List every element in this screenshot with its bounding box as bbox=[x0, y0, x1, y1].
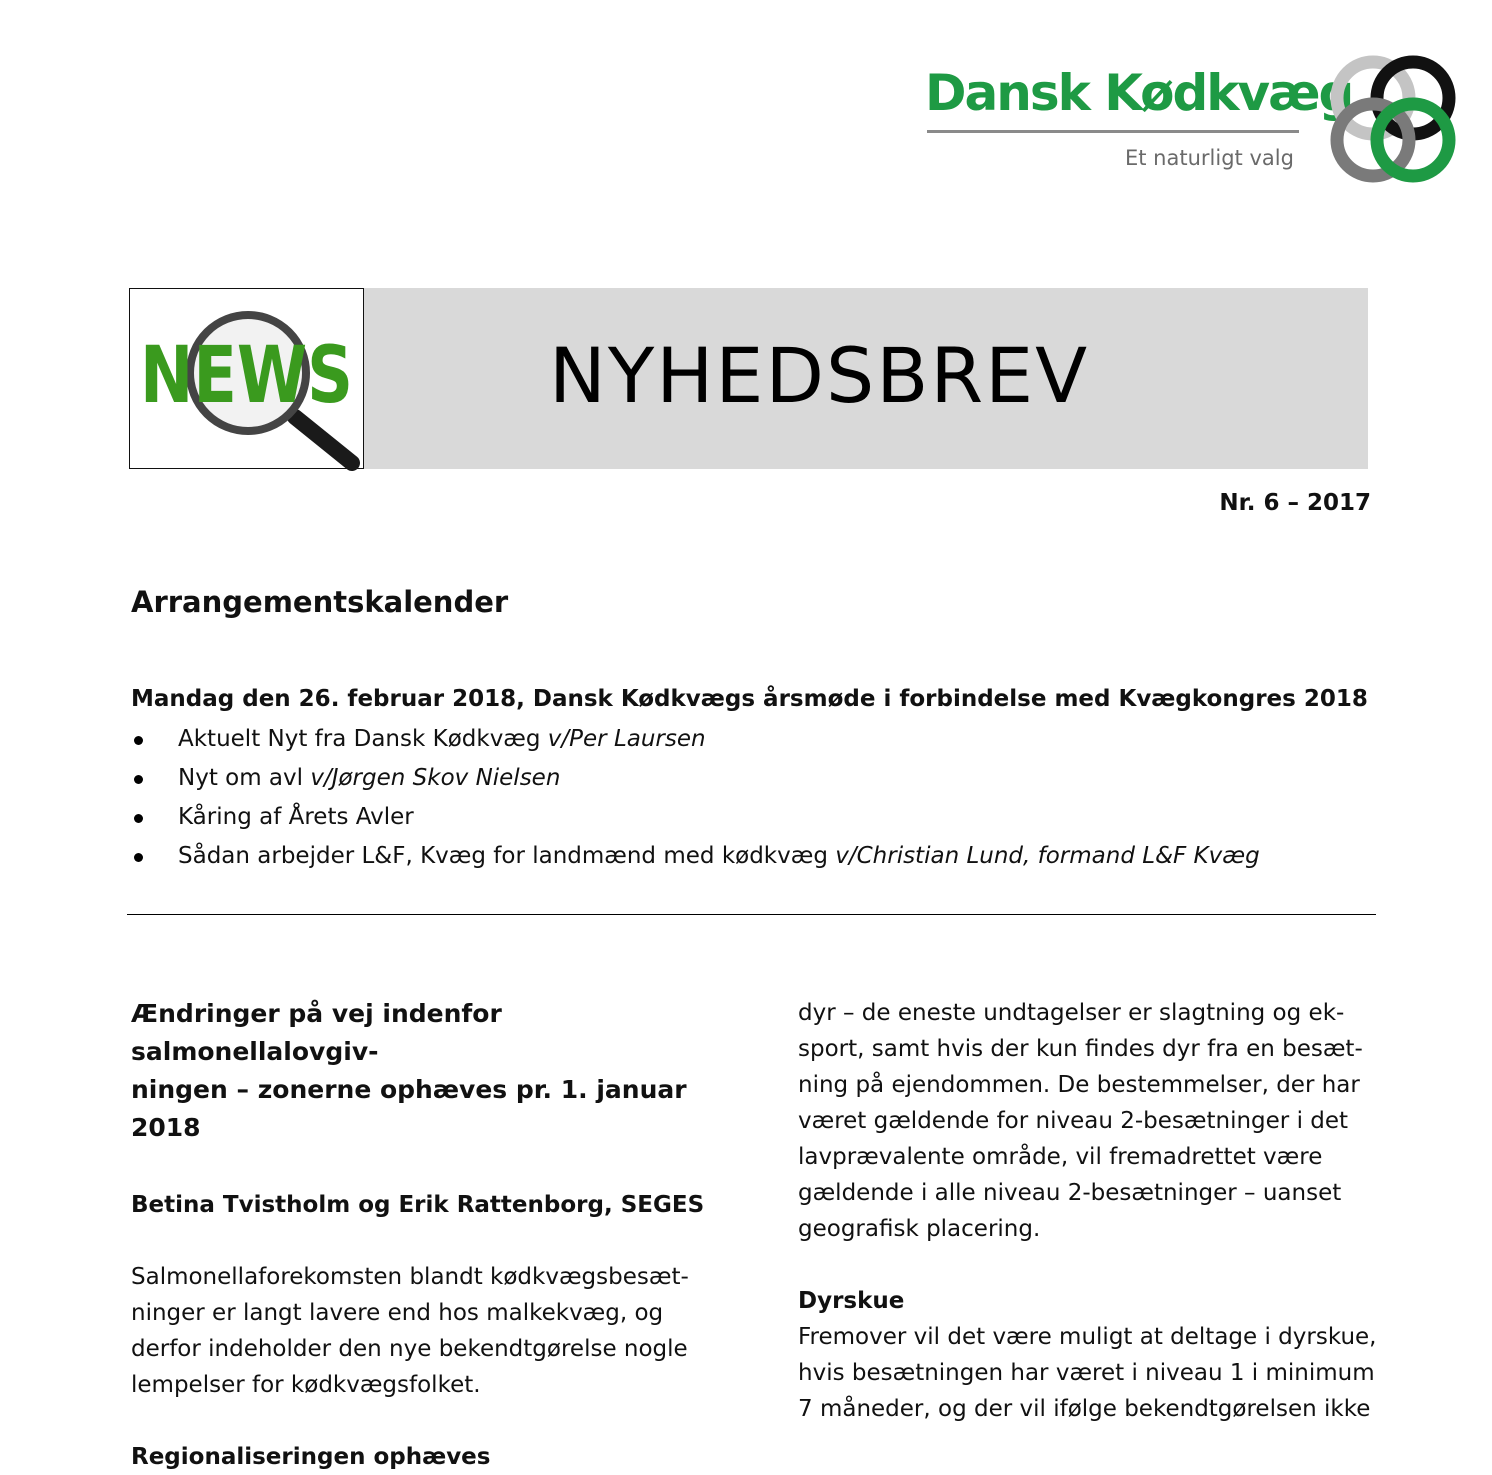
list-item bbox=[131, 759, 1260, 798]
section-divider bbox=[127, 914, 1376, 915]
text-line: lempelser for kødkvægsfolket. bbox=[131, 1372, 481, 1398]
brand-tagline: Et naturligt valg bbox=[1125, 146, 1294, 170]
newsletter-title: NYHEDSBREV bbox=[549, 331, 1090, 420]
text-line: dyr – de eneste undtagelser er slagtning og ek- bbox=[798, 1000, 1345, 1026]
text-line: 7 måneder, og der vil ifølge bekendtgørelsen ikke bbox=[798, 1396, 1371, 1422]
brand-name: Dansk Kødkvæg bbox=[925, 64, 1353, 122]
article-left-column bbox=[131, 995, 751, 1475]
agenda-speaker: v/Jørgen Skov Nielsen bbox=[310, 765, 561, 791]
subheading-regionalisation: Regionaliseringen ophæves bbox=[131, 1444, 491, 1470]
news-magnifier-icon bbox=[130, 289, 363, 468]
agenda-speaker: v/Per Laursen bbox=[547, 726, 706, 752]
bullet-icon bbox=[134, 814, 143, 823]
text-line: derfor indeholder den nye bekendtgørelse nogle bbox=[131, 1336, 688, 1362]
event-title: Mandag den 26. februar 2018, Dansk Kødkvægs årsmøde i forbindelse med Kvægkongres 2018 bbox=[131, 686, 1368, 712]
text-line: været gældende for niveau 2-besætninger i det bbox=[798, 1108, 1349, 1134]
agenda-text: Sådan arbejder L&F, Kvæg for landmænd med kødkvæg bbox=[178, 843, 836, 869]
article-title bbox=[131, 995, 751, 1147]
text-line: Fremover vil det være muligt at deltage i dyrskue, bbox=[798, 1324, 1377, 1350]
agenda-text: Aktuelt Nyt fra Dansk Kødkvæg bbox=[178, 726, 548, 752]
agenda-list bbox=[131, 720, 1260, 876]
agenda-text: Kåring af Årets Avler bbox=[178, 804, 414, 830]
list-item bbox=[131, 798, 1260, 837]
text-line: ning på ejendommen. De bestemmelser, der har bbox=[798, 1072, 1360, 1098]
bullet-icon bbox=[134, 736, 143, 745]
article-title-line: Ændringer på vej indenfor salmonellalovgiv- bbox=[131, 999, 502, 1066]
article-right-column bbox=[798, 995, 1388, 1427]
article-authors: Betina Tvistholm og Erik Rattenborg, SEGES bbox=[131, 1192, 705, 1218]
article-intro bbox=[131, 1259, 751, 1403]
issue-number: Nr. 6 – 2017 bbox=[1219, 490, 1371, 516]
rings-logo-icon bbox=[1325, 54, 1465, 194]
list-item bbox=[131, 837, 1260, 876]
brand-underline bbox=[927, 130, 1299, 133]
article-title-line: ningen – zonerne ophæves pr. 1. januar bbox=[131, 1075, 687, 1104]
text-line: hvis besætningen har været i niveau 1 i minimum bbox=[798, 1360, 1375, 1386]
agenda-speaker: v/Christian Lund, formand L&F Kvæg bbox=[835, 843, 1260, 869]
list-item bbox=[131, 720, 1260, 759]
text-line: Salmonellaforekomsten blandt kødkvægsbesæt- bbox=[131, 1264, 689, 1290]
bullet-icon bbox=[134, 853, 143, 862]
article-title-line: 2018 bbox=[131, 1113, 201, 1142]
text-line: geografisk placering. bbox=[798, 1216, 1041, 1242]
subheading-dyrskue: Dyrskue bbox=[798, 1288, 905, 1314]
text-line: ninger er langt lavere end hos malkekvæg, og bbox=[131, 1300, 664, 1326]
agenda-text: Nyt om avl bbox=[178, 765, 311, 791]
brand-logo bbox=[925, 60, 1465, 200]
news-image bbox=[129, 288, 364, 469]
news-word: NEWS bbox=[140, 331, 353, 421]
calendar-heading: Arrangementskalender bbox=[131, 585, 509, 619]
text-line: gældende i alle niveau 2-besætninger – uanset bbox=[798, 1180, 1342, 1206]
text-line: lavprævalente område, vil fremadrettet være bbox=[798, 1144, 1323, 1170]
text-line: sport, samt hvis der kun findes dyr fra en besæt- bbox=[798, 1036, 1363, 1062]
bullet-icon bbox=[134, 775, 143, 784]
newsletter-banner bbox=[129, 288, 1368, 469]
